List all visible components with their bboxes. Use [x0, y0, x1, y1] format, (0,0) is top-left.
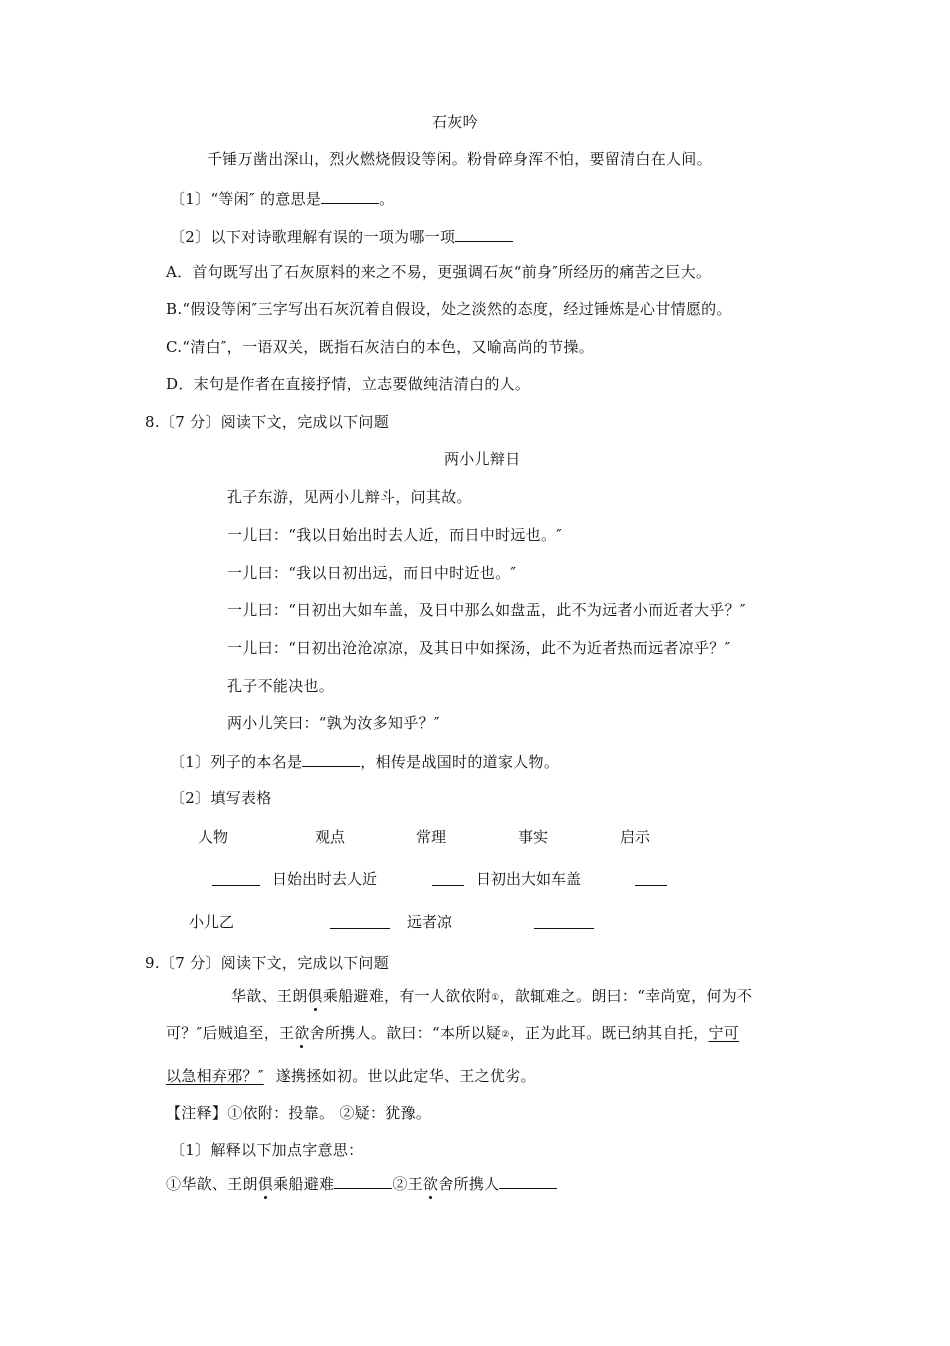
question-1-suffix: 。: [379, 190, 395, 208]
passage-text: 乘船避难，有一人欲依附: [322, 987, 492, 1005]
passage-paragraph-line: [231, 986, 752, 1008]
option-d: D．末句是作者在直接抒情，立志要做纯洁清白的人。: [166, 375, 531, 393]
question-9-header: 9.〔7 分〕阅读下文，完成以下问题: [145, 954, 390, 972]
question-8-1-suffix: ，相传是战国时的道家人物。: [360, 753, 560, 771]
passage-text: 可？″后贼追至，王: [166, 1024, 295, 1042]
answer-blank[interactable]: [499, 1172, 557, 1189]
passage-line: 两小儿笑曰：“孰为汝多知乎？″: [227, 714, 440, 732]
question-8-1-text: 〔1〕列子的本名是: [170, 753, 303, 771]
question-9-1: 〔1〕解释以下加点字意思：: [170, 1141, 364, 1159]
passage-line: 一儿曰：“我以日始出时去人近，而日中时远也。″: [227, 526, 563, 544]
passage-text: 舍所携人。歆曰：“本所以疑: [309, 1024, 502, 1042]
answer-blank[interactable]: [321, 187, 379, 204]
table-header-person: 人物: [198, 828, 229, 846]
table-row1-view: 日始出时去人近: [272, 870, 378, 888]
table-header-fact: 事实: [518, 828, 549, 846]
dotted-character: 欲: [422, 1175, 439, 1193]
passage-text: 华歆、王朗: [231, 987, 308, 1005]
answer-blank[interactable]: [334, 1172, 392, 1189]
poem-text: 千锤万凿出深山，烈火燃烧假设等闲。粉骨碎身浑不怕，要留清白在人间。: [207, 150, 712, 168]
table-header-view: 观点: [315, 828, 346, 846]
table-row2-common: 远者凉: [407, 913, 453, 931]
item-text: 舍所携人: [438, 1175, 500, 1193]
table-header-insight: 启示: [620, 828, 651, 846]
passage-text: ，歆辄难之。朗曰：“幸尚宽，何为不: [499, 987, 753, 1005]
question-1: [170, 187, 395, 209]
passage-text: ，正为此耳。既已纳其自托，: [509, 1024, 709, 1042]
item-text: 乘船避难: [273, 1175, 335, 1193]
passage-line: 孔子不能决也。: [227, 677, 335, 695]
passage-line: 一儿曰：“日初出沧沧凉凉，及其日中如探汤，此不为近者热而远者凉乎？″: [227, 639, 731, 657]
item-text: ②王: [392, 1175, 423, 1193]
option-a: A．首句既写出了石灰原料的来之不易，更强调石灰“前身″所经历的痛苦之巨大。: [166, 263, 712, 281]
question-9-1-items: [166, 1172, 557, 1194]
answer-blank[interactable]: [455, 225, 513, 242]
answer-blank[interactable]: [212, 869, 260, 886]
footnote-mark: ②: [501, 1030, 510, 1040]
underlined-text: 宁可: [708, 1024, 740, 1042]
question-8-2: 〔2〕填写表格: [170, 789, 272, 807]
question-2: [170, 225, 513, 247]
option-c: C.“清白″，一语双关，既指石灰洁白的本色，又喻高尚的节操。: [166, 338, 594, 356]
answer-blank[interactable]: [534, 912, 594, 929]
question-1-text: 〔1〕“等闲″ 的意思是: [170, 190, 322, 208]
answer-blank[interactable]: [302, 750, 360, 767]
passage-line: 一儿曰：“我以日初出远，而日中时近也。″: [227, 564, 517, 582]
passage-line: 孔子东游，见两小儿辩斗，问其故。: [227, 488, 472, 506]
dotted-character: 欲: [294, 1024, 310, 1042]
table-row2-person: 小儿乙: [189, 913, 235, 931]
passage-title: 两小儿辩日: [444, 450, 521, 468]
footnote-mark: ①: [491, 993, 500, 1003]
annotation-notes: 【注释】①依附：投靠。 ②疑：犹豫。: [166, 1104, 432, 1122]
item-text: ①华歆、王朗: [166, 1175, 258, 1193]
answer-blank[interactable]: [432, 869, 464, 886]
question-2-text: 〔2〕以下对诗歌理解有误的一项为哪一项: [170, 228, 456, 246]
passage-paragraph-line: [166, 1023, 739, 1045]
answer-blank[interactable]: [330, 912, 390, 929]
passage-line: 一儿曰：“日初出大如车盖，及日中那么如盘盂，此不为远者小而近者大乎？″: [227, 601, 746, 619]
table-row1-fact: 日初出大如车盖: [476, 870, 582, 888]
dotted-character: 俱: [307, 987, 323, 1005]
dotted-character: 俱: [257, 1175, 274, 1193]
passage-text: 遂携拯如初。世以此定华、王之优劣。: [275, 1067, 536, 1085]
answer-blank[interactable]: [635, 869, 667, 886]
passage-paragraph-line: [166, 1066, 536, 1086]
question-8-header: 8.〔7 分〕阅读下文，完成以下问题: [145, 413, 390, 431]
option-b: B.“假设等闲″三字写出石灰沉着自假设，处之淡然的态度，经过锤炼是心甘情愿的。: [166, 300, 732, 318]
table-header-common: 常理: [416, 828, 447, 846]
poem-title: 石灰吟: [432, 113, 478, 131]
underlined-text: 以急相弃邪？″: [166, 1067, 264, 1085]
question-8-1: [170, 750, 559, 772]
